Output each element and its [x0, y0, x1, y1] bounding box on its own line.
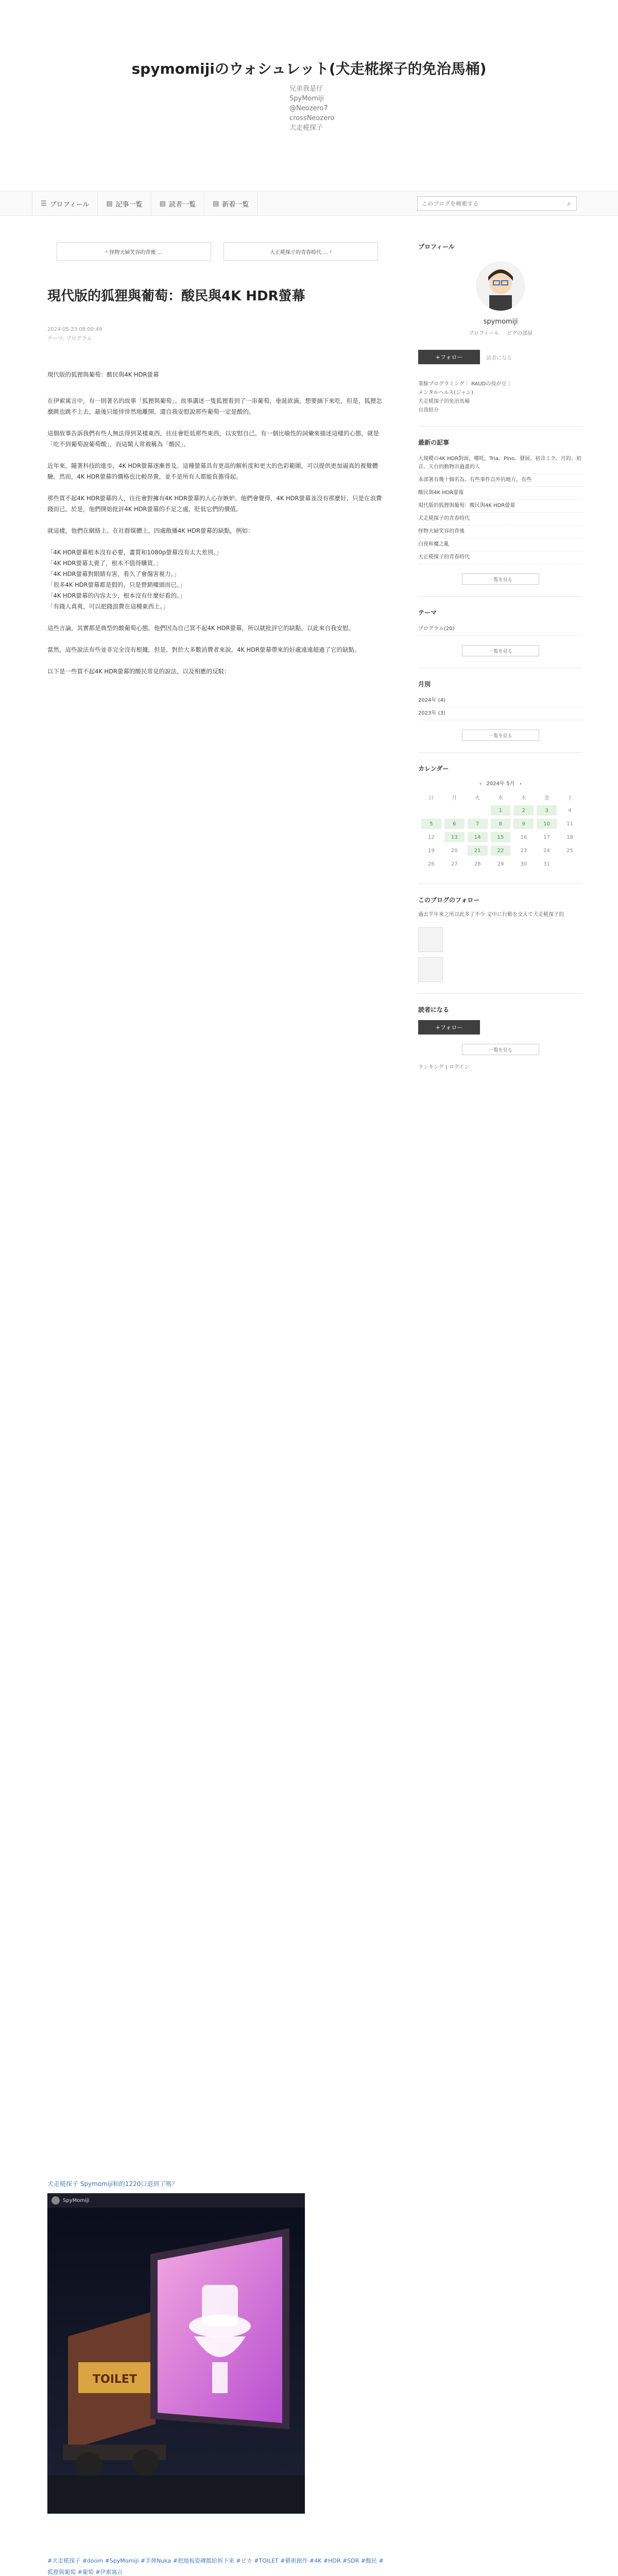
theme-heading: テーマ [418, 609, 437, 616]
avatar-illustration [476, 261, 525, 311]
reader-more-button[interactable]: 一覧を見る [462, 1044, 539, 1055]
blog-search [417, 196, 577, 211]
theme-list [418, 623, 583, 636]
theme-item[interactable]: プログラム(20) [418, 623, 583, 636]
search-input[interactable] [418, 200, 562, 207]
list-icon: ▤ [159, 199, 166, 208]
recent-item[interactable]: 大正椛探子的青春時代 [418, 551, 583, 564]
reader-heading: 読者になる [418, 1006, 450, 1013]
calendar-day: 12 [428, 834, 435, 840]
footer-separator: | [445, 1064, 449, 1070]
calendar-day[interactable]: 13 [444, 832, 465, 842]
quote-item: 「4K HDR螢幕太貴了，根本不值得購買。」 [47, 560, 162, 567]
next-entry-button[interactable] [224, 242, 378, 261]
calendar-day: 25 [566, 848, 573, 854]
calendar-week [421, 819, 580, 829]
login-link[interactable]: ログイン [449, 1064, 469, 1070]
calendar-day [421, 805, 441, 816]
calendar-day[interactable]: 14 [468, 832, 488, 842]
sidebar [418, 242, 583, 1070]
archive-more-button[interactable]: 一覧を見る [462, 730, 539, 741]
footer-links [418, 1062, 583, 1070]
entry-paragraph: 現代版的狐狸與葡萄：酸民與4K HDR螢幕 [47, 371, 159, 378]
calendar-next-icon[interactable]: › [516, 781, 522, 787]
quote-item: 「有錢人真爽，可以把錢浪費在這種東西上。」 [47, 603, 169, 610]
profile-heading: プロフィール [418, 243, 455, 250]
calendar-day [560, 859, 580, 869]
recent-list [418, 453, 583, 564]
calendar-day[interactable]: 9 [513, 819, 534, 829]
list-icon: ▤ [212, 199, 219, 208]
embed-header [47, 2193, 305, 2208]
calendar-week [421, 805, 580, 816]
entry-paragraph: 就這樣，他們在網絡上、在社群媒體上，四處散播4K HDR螢幕的缺點，例如： [47, 527, 254, 534]
weekday: 金 [544, 795, 550, 801]
follow-row [418, 350, 583, 364]
entry-paragraph: 近年來，隨著科技的進步，4K HDR螢幕逐漸普及。這種螢幕具有更高的解析度和更大的色彩範圍，可以提供更加逼真的視覺體驗。然而，4K HDR螢幕的價格也比較昂貴，並不是所有人都能負擔得起。 [47, 462, 379, 480]
calendar-days [421, 805, 580, 869]
embed-section [32, 2179, 403, 2514]
calendar-day[interactable]: 15 [491, 832, 511, 842]
calendar-day: 19 [428, 848, 435, 854]
calendar-heading: カレンダー [418, 765, 449, 772]
list-icon: ▤ [106, 199, 113, 208]
quote-item: 「4K HDR螢幕根本沒有必要，畫質和1080p螢幕沒有太大差別。」 [47, 549, 222, 556]
recent-item[interactable]: 白夜和魔之亂 [418, 538, 583, 551]
weekday: 火 [475, 795, 480, 801]
divider [418, 993, 583, 994]
site-description-line: crossNeozero [289, 114, 335, 122]
site-description-line: 兄弟我是仔 [289, 85, 323, 93]
archive-item[interactable]: 2024年 (4) [418, 694, 583, 707]
pr-box [418, 380, 583, 415]
entry-paragraph: 以下是一些買不起4K HDR螢幕的酸民常見的說法，以及相應的反駁： [47, 668, 230, 675]
calendar-day: 17 [543, 834, 550, 840]
reader-thumbnail[interactable] [418, 957, 443, 982]
divider [418, 596, 583, 597]
archive-item[interactable]: 2023年 (3) [418, 707, 583, 720]
calendar-day: 11 [566, 821, 573, 827]
entry-footer [32, 2555, 403, 2576]
theme-more-button[interactable]: 一覧を見る [462, 645, 539, 656]
divider [418, 426, 583, 427]
calendar-prev-icon[interactable]: ‹ [479, 781, 485, 787]
profile-links [418, 329, 583, 336]
search-icon[interactable]: ⌕ [567, 199, 571, 208]
nav-items [32, 192, 258, 215]
profile-avatar[interactable] [476, 261, 525, 311]
divider [418, 752, 583, 753]
global-navbar [0, 191, 618, 216]
calendar-day: 26 [428, 861, 435, 867]
calendar-day: 27 [451, 861, 458, 867]
calendar-day: 16 [520, 834, 527, 840]
calendar-day[interactable]: 21 [468, 845, 488, 856]
weekday: 水 [497, 795, 503, 801]
nav-item-label: 記事一覧 [115, 200, 143, 209]
recent-item[interactable]: 怪物夫婦笑容的背後 [418, 526, 583, 538]
calendar-day[interactable]: 1 [491, 805, 511, 816]
nav-item-label: 新着一覧 [222, 200, 249, 209]
thumb-row [418, 927, 583, 982]
pr-line[interactable]: メンタルヘルス(ジャン) [418, 390, 473, 396]
profile-name[interactable]: spymomiji [483, 318, 518, 326]
quote-item: 「4K HDR螢幕的內容太少，根本沒有什麼好看的。」 [47, 592, 186, 599]
calendar-week [421, 832, 580, 842]
pr-line[interactable]: 自我紹介 [418, 408, 439, 413]
calendar-day: 24 [543, 848, 550, 854]
avatar [52, 2196, 60, 2205]
prev-entry-button[interactable] [57, 242, 211, 261]
entry-paragraph: 這個故事告訴我們有些人無法得到某樣東西，往往會貶低那些東西，以安慰自己。有一個比喻性的詞彙來描述這樣的心態，就是「吃不到葡萄說葡萄酸」，而這類人常被稱為「酸民」。 [47, 430, 379, 448]
recent-item[interactable]: 酸民與4K HDR螢幕 [418, 487, 583, 500]
calendar-day: 18 [566, 834, 573, 840]
embed-author: SpyMomiji [63, 2197, 90, 2204]
calendar-day[interactable]: 10 [537, 819, 557, 829]
calendar-day[interactable]: 2 [513, 805, 534, 816]
weekday: 日 [428, 795, 434, 801]
calendar-day [444, 805, 465, 816]
pr-line[interactable]: 業餘プログラミング｜ RAUDの役が豆｜ [418, 381, 512, 387]
calendar-day[interactable]: 22 [491, 845, 511, 856]
calendar-day[interactable]: 7 [468, 819, 488, 829]
calendar-month-label: 2024年 5月 [486, 781, 515, 787]
entry-body [47, 369, 387, 677]
recent-item[interactable]: 本部署有幾十個名為、有些事件以外的地方，有些 [418, 474, 583, 487]
entry-paragraph: 這些言論，其實都是典型的酸葡萄心態。他們因為自己買不起4K HDR螢幕，所以就批評它的缺點，以此來自我安慰。 [47, 624, 355, 632]
calendar-day: 20 [451, 848, 458, 854]
archive-list [418, 694, 583, 720]
menu-icon: ☰ [41, 199, 47, 208]
pr-line[interactable]: 犬走椛探子的免治馬桶 [418, 399, 470, 404]
quote-item: 「4K HDR螢幕對眼睛有害，看久了會傷害視力。」 [47, 570, 180, 578]
calendar-day[interactable]: 5 [421, 819, 441, 829]
reader-thumbnail[interactable] [418, 927, 443, 952]
blog-follow-text: 過去半年來之所以此多了不少 文中に行動を交えて犬走椛探子的 [418, 912, 564, 918]
entry-paragraph: 當然，這些說法有些並非完全沒有根據。但是，對於大多數消費者來說，4K HDR螢幕帶來的好處遠遠超過了它的缺點。 [47, 646, 360, 653]
quote-item: 「很多4K HDR螢幕都是假的，只是營銷噱頭而已。」 [47, 581, 186, 588]
profile-link[interactable]: プロフィール [468, 331, 499, 336]
entry-meta [47, 325, 403, 344]
ranking-link[interactable]: ランキング [418, 1064, 444, 1070]
calendar-day: 4 [568, 807, 572, 814]
calendar-month [418, 779, 583, 787]
nav-item-label: 読者一覧 [168, 200, 196, 209]
entry-paragraph: 在伊索寓言中，有一則著名的故事「狐狸與葡萄」。故事講述一隻狐狸看到了一串葡萄，垂涎欲滴，想要摘下來吃，但是，狐狸怎麼跳也跳不上去，最後只能悻悻然地離開，還自我安慰說那些葡萄一定是酸的。 [47, 397, 382, 415]
embedded-post[interactable] [47, 2193, 305, 2514]
site-description-line: SpyMomiji [289, 95, 324, 103]
follow-button[interactable]: +フォロー [418, 350, 480, 364]
embed-caption[interactable]: 犬走椛探子 Spymomiji和的1220口退到了嗎？ [47, 2180, 178, 2188]
entry-pager [32, 242, 403, 261]
nav-item-new[interactable] [204, 192, 258, 215]
quote-list [47, 547, 387, 612]
reader-follow-button[interactable]: +フォロー [418, 1020, 480, 1035]
recent-item[interactable]: 大規模の4K HDR對面，哪吒，Tria、Pino、發展、初音ミク、月的、初音、天台的動物出過畫的人 [418, 453, 583, 474]
archive-heading: 月別 [418, 681, 431, 688]
next-entry-label: 大正椛探子的青春時代 ... [270, 249, 328, 256]
calendar-day [468, 805, 488, 816]
hashtags[interactable]: #犬走椛探子 #doom #SpyMomiji #手摔Nuka #把地板瓷磚都給拆下來 #ピカ #TOILET #藝術創作 #4K #HDR #SDR #酸民 #狐狸與葡萄 #葡萄 #伊索寓言 [47, 2557, 384, 2575]
calendar-week [421, 845, 580, 856]
svg-text:TOILET: TOILET [93, 2373, 137, 2386]
entry-date: 2024-05-23 08:00:49 [47, 327, 102, 332]
recent-heading: 最新の記事 [418, 439, 450, 446]
calendar-day: 30 [520, 861, 527, 867]
blog-follow-heading: このブログのフォロー [418, 896, 480, 904]
nav-item-articles[interactable] [98, 192, 151, 215]
calendar-day: 29 [497, 861, 504, 867]
weekday: 月 [452, 795, 457, 801]
entry-category[interactable]: テーマ: プログラム [47, 336, 92, 342]
nav-item-readers[interactable] [151, 192, 204, 215]
calendar-day[interactable]: 3 [537, 805, 557, 816]
site-description-line: 犬走椛探子 [289, 124, 323, 132]
nav-item-label: プロフィール [49, 200, 90, 209]
embed-image [47, 2208, 305, 2514]
weekday: 木 [521, 795, 526, 801]
site-description [289, 84, 372, 133]
follow-meta[interactable]: 読者になる [486, 355, 512, 361]
site-description-line: @Neozero7 [289, 105, 328, 112]
calendar-day[interactable]: 6 [444, 819, 465, 829]
site-header [0, 0, 618, 152]
site-title[interactable]: spymomijiのウォシュレット(犬走椛探子的免治馬桶) [131, 60, 487, 77]
weekday: 土 [567, 795, 573, 801]
calendar-day: 28 [474, 861, 481, 867]
nav-item-profile[interactable] [32, 192, 98, 215]
pig-room-link[interactable]: ピグの部屋 [507, 331, 533, 336]
entry-paragraph: 那些買不起4K HDR螢幕的人，往往會對擁有4K HDR螢幕的人心存嫉妒。他們會覺得，4K HDR螢幕並沒有那麼好，只是在浪費錢而已。於是，他們開始批評4K HDR螢幕的不足之處，貶低它們的價值。 [47, 495, 382, 513]
calendar-day: 31 [543, 861, 550, 867]
recent-item[interactable]: 現代版的狐狸與葡萄：酸民與4K HDR螢幕 [418, 500, 583, 513]
calendar-day[interactable]: 8 [491, 819, 511, 829]
entry-title[interactable]: 現代版的狐狸與葡萄：酸民與4K HDR螢幕 [47, 289, 305, 304]
prev-entry-label: 怪物夫婦笑容的背後 ... [109, 249, 162, 256]
next-arrow-icon: › [328, 248, 332, 255]
calendar-day: 23 [520, 848, 527, 854]
calendar-week [421, 859, 580, 869]
calendar-table [418, 789, 583, 872]
calendar-weekdays [421, 792, 580, 802]
main-column [32, 242, 403, 688]
recent-item[interactable]: 犬走椛探子的青春時代 [418, 513, 583, 526]
prev-arrow-icon: ‹ [106, 248, 110, 255]
recent-more-button[interactable]: 一覧を見る [462, 573, 539, 585]
